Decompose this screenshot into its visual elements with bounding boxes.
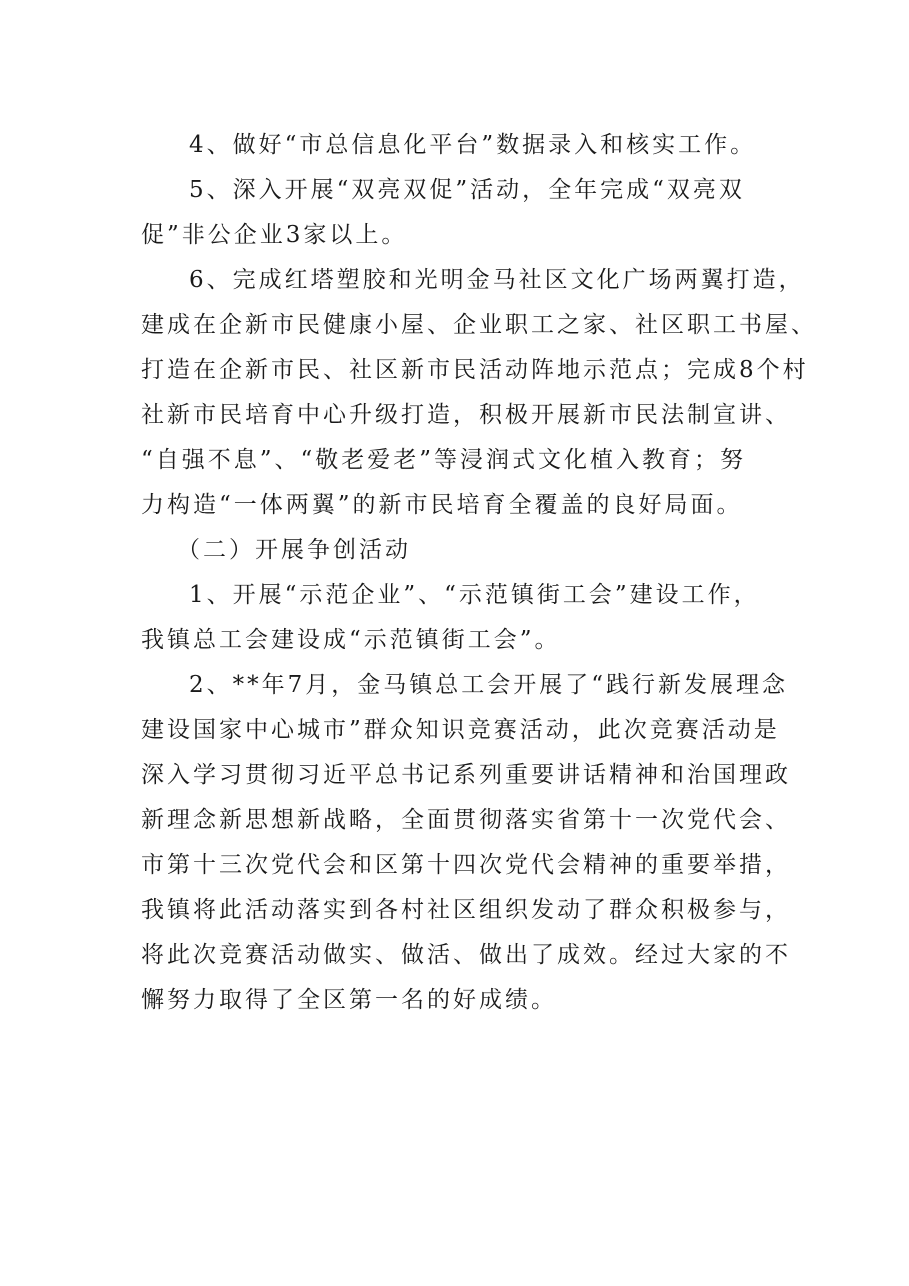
section2-item-1-line-2: 我镇总工会建设成“示范镇街工会”。 xyxy=(141,627,561,653)
item-6-line-3: 打造在企新市民、社区新市民活动阵地示范点；完成8个村 xyxy=(141,357,809,383)
section2-item-1-line-1: 1、开展“示范企业”、“示范镇街工会”建设工作， xyxy=(189,582,760,608)
item-4-line-1: 4、做好“市总信息化平台”数据录入和核实工作。 xyxy=(189,132,757,158)
item-5-line-2: 促”非公企业3家以上。 xyxy=(141,222,408,248)
item-6-line-6: 力构造“一体两翼”的新市民培育全覆盖的良好局面。 xyxy=(141,492,743,518)
section2-item-2-line-5: 市第十三次党代会和区第十四次党代会精神的重要举措， xyxy=(141,852,791,878)
item-6-line-1: 6、完成红塔塑胶和光明金马社区文化广场两翼打造， xyxy=(189,267,805,293)
item-6-line-2: 建成在企新市民健康小屋、企业职工之家、社区职工书屋、 xyxy=(141,312,817,338)
document-body xyxy=(141,123,817,1023)
item-6-line-4: 社新市民培育中心升级打造，积极开展新市民法制宣讲、 xyxy=(141,402,791,428)
section2-item-2-line-7: 将此次竞赛活动做实、做活、做出了成效。经过大家的不 xyxy=(141,942,791,968)
section2-item-2-line-8: 懈努力取得了全区第一名的好成绩。 xyxy=(141,987,557,1013)
section2-item-2-line-3: 深入学习贯彻习近平总书记系列重要讲话精神和治国理政 xyxy=(141,762,791,788)
item-5-line-1: 5、深入开展“双亮双促”活动，全年完成“双亮双 xyxy=(189,177,745,203)
section2-item-2-line-2: 建设国家中心城市”群众知识竞赛活动，此次竞赛活动是 xyxy=(141,717,780,743)
section2-item-2-line-1: 2、**年7月，金马镇总工会开展了“践行新发展理念 xyxy=(189,672,789,698)
section-heading-2: （二）开展争创活动 xyxy=(177,537,411,563)
section2-item-2-line-4: 新理念新思想新战略，全面贯彻落实省第十一次党代会、 xyxy=(141,807,791,833)
item-6-line-5: “自强不息”、“敬老爱老”等浸润式文化植入教育；努 xyxy=(141,447,747,473)
section2-item-2-line-6: 我镇将此活动落实到各村社区组织发动了群众积极参与， xyxy=(141,897,791,923)
